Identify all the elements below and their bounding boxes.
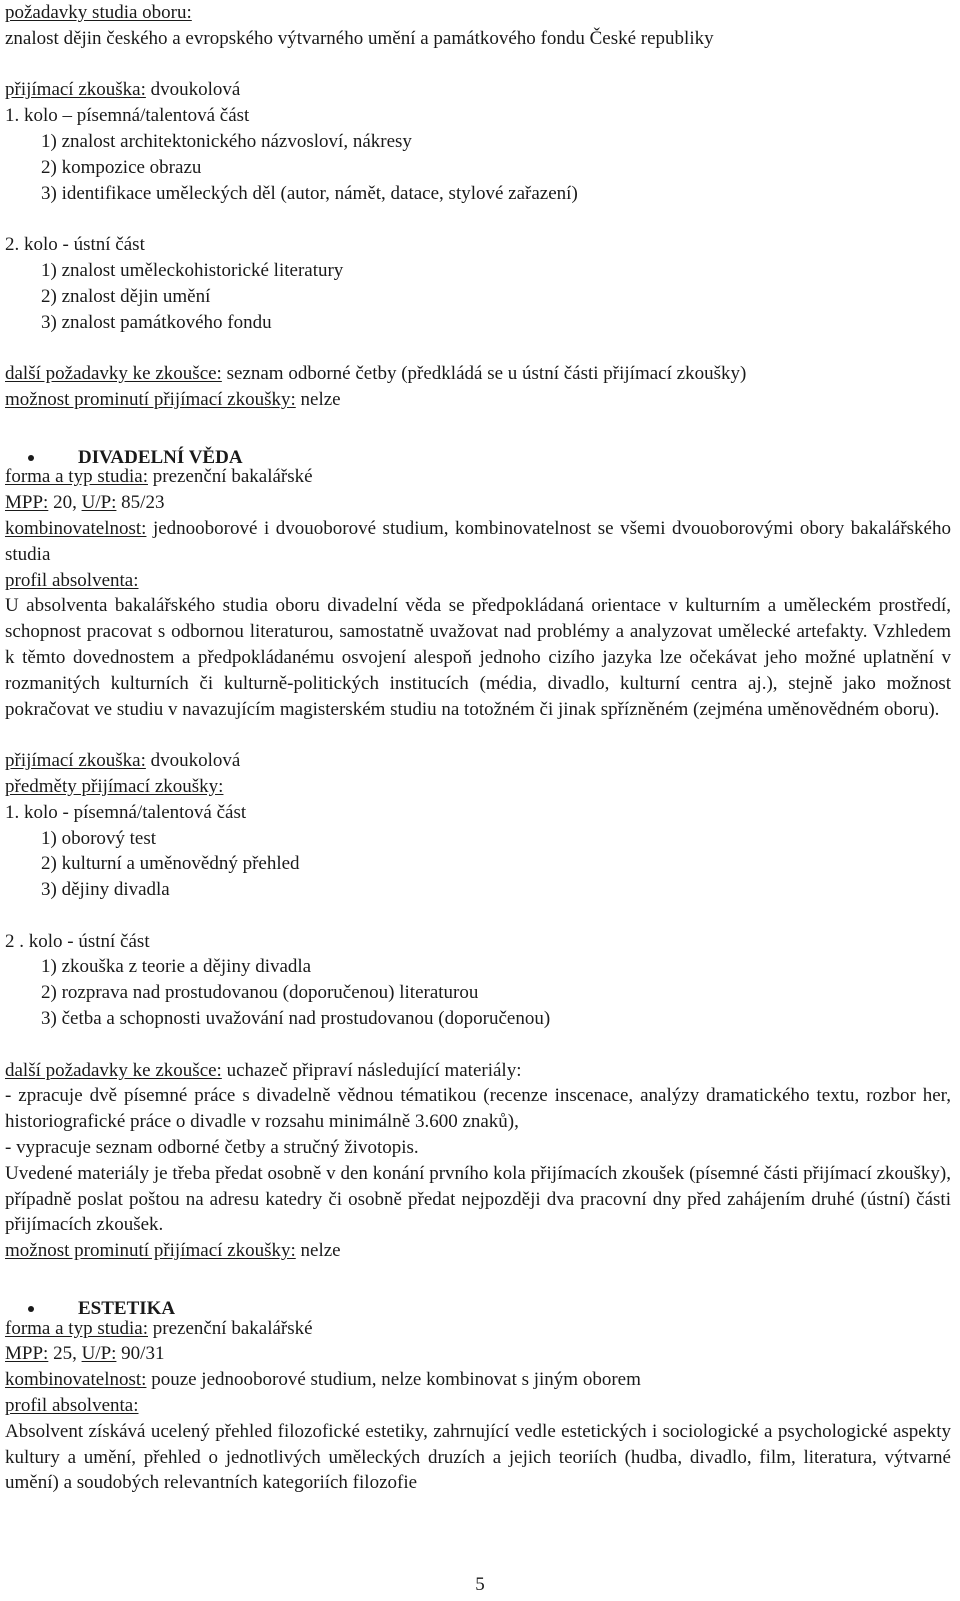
further-requirements-label: další požadavky ke zkoušce:	[5, 1059, 222, 1081]
exam-line	[5, 748, 951, 774]
further-requirements-text-3: Uvedené materiály je třeba předat osobně v den konání prvního kola přijímacích zkoušek (písemné části přijímací zkoušky), případně poslat poštou na adresu katedry či osobně předat nejpozději dva pracovní dny před zahájením druhé (ústní) části přijímacích zkoušek.	[5, 1162, 951, 1236]
study-form-label: forma a typ studia:	[5, 1317, 148, 1339]
bullet-icon	[28, 1306, 34, 1312]
waiver-line	[5, 1238, 951, 1264]
mpp-value: 20,	[48, 492, 82, 514]
round1-item: 1) znalost architektonického názvosloví, nákresy	[41, 130, 412, 152]
combinability-label: kombinovatelnost:	[5, 517, 147, 539]
profile-label: profil absolventa:	[5, 1395, 139, 1417]
requirements-label: požadavky studia oboru:	[5, 2, 192, 23]
profile-text: U absolventa bakalářského studia oboru divadelní věda se předpokládaná orientace v kulturním a uměleckém prostředí, schopnost pracovat s odbornou literaturou, samostatně uvažovat nad problémy a analyzovat umělecké artefakty. Vzhledem k těmto dovednostem a předpokládanému osvojení alespoň jednoho cizího jazyka lze očekávat jeho možné uplatnění v rozmanitých kulturních či kulturně-politických institucích (média, divadlo, kulturní centra aj.), stejně jako možnost pokračovat ve studiu v navazujícím magisterském studiu na totožném či jinak spřízněném (zejména uměnovědném oboru).	[5, 595, 951, 720]
combinability-value: jednooborové i dvouoborové studium, kombinovatelnost se všemi dvouoborovými obory bakalářského studia	[5, 517, 951, 565]
section-heading-estetika	[5, 1296, 951, 1322]
study-form-value: prezenční bakalářské	[148, 1317, 313, 1339]
round2-item: 3) znalost památkového fondu	[41, 311, 272, 333]
further-requirements-label: další požadavky ke zkoušce:	[5, 363, 222, 385]
round2-item: 2) znalost dějin umění	[41, 285, 211, 307]
requirements-text: znalost dějin českého a evropského výtvarného umění a památkového fondu České republiky	[5, 27, 714, 49]
subjects-label: předměty přijímací zkoušky:	[5, 775, 224, 797]
profile-line	[5, 568, 951, 594]
combinability-paragraph	[5, 516, 951, 568]
round2-item: 1) zkouška z teorie a dějiny divadla	[41, 956, 312, 978]
subjects-line	[5, 774, 951, 800]
section-title: DIVADELNÍ VĚDA	[78, 446, 243, 468]
profile-text: Absolvent získává ucelený přehled filozofické estetiky, zahrnující vedle estetických i sociologické a psychologické aspekty kultury a umění, přehled o jednotlivých uměleckých druzích a jejich teoriích (hudba, divadlo, film, literatura, výtvarné umění) a soudobých relevantních kategoriích filozofie	[5, 1420, 951, 1494]
combinability-value: pouze jednooborové studium, nelze kombinovat s jiným oborem	[146, 1369, 641, 1391]
section-heading-divadelni-veda	[5, 445, 951, 471]
further-requirements-line	[5, 361, 951, 387]
waiver-value: nelze	[295, 1240, 341, 1262]
mpp-line	[5, 1341, 951, 1367]
page-number: 5	[475, 1574, 485, 1595]
exam-label: přijímací zkouška:	[5, 79, 146, 101]
waiver-value: nelze	[295, 388, 341, 410]
exam-value: dvoukolová	[145, 750, 241, 772]
mpp-line	[5, 490, 951, 516]
round1-heading: 1. kolo - písemná/talentová část	[5, 801, 247, 823]
round1-item: 1) oborový test	[41, 827, 157, 849]
round2-heading: 2 . kolo - ústní část	[5, 930, 150, 952]
round2-item: 1) znalost uměleckohistorické literatury	[41, 259, 344, 281]
profile-line	[5, 1393, 951, 1419]
document-page	[5, 0, 951, 1496]
round1-heading: 1. kolo – písemná/talentová část	[5, 105, 250, 127]
further-requirements-text-2: - vypracuje seznam odborné četby a stručný životopis.	[5, 1137, 419, 1159]
up-label: U/P:	[81, 492, 117, 514]
round2-item: 3) četba a schopnosti uvažování nad prostudovanou (doporučenou)	[41, 1008, 551, 1030]
up-value: 85/23	[116, 492, 165, 514]
requirements-line	[5, 0, 951, 26]
exam-label: přijímací zkouška:	[5, 750, 146, 772]
combinability-label: kombinovatelnost:	[5, 1369, 147, 1391]
round1-item: 2) kompozice obrazu	[41, 156, 202, 178]
round1-item: 2) kulturní a uměnovědný přehled	[41, 853, 300, 875]
round1-item: 3) identifikace uměleckých děl (autor, námět, datace, stylové zařazení)	[41, 182, 578, 204]
waiver-line	[5, 387, 951, 413]
profile-label: profil absolventa:	[5, 569, 139, 591]
waiver-label: možnost prominutí přijímací zkoušky:	[5, 388, 296, 410]
study-form-label: forma a typ studia:	[5, 466, 148, 488]
up-label: U/P:	[81, 1343, 117, 1365]
round1-item: 3) dějiny divadla	[41, 879, 170, 901]
waiver-label: možnost prominutí přijímací zkoušky:	[5, 1240, 296, 1262]
up-value: 90/31	[116, 1343, 165, 1365]
section-title: ESTETIKA	[78, 1297, 176, 1319]
bullet-icon	[28, 455, 34, 461]
round2-item: 2) rozprava nad prostudovanou (doporučenou) literaturou	[41, 982, 479, 1004]
further-requirements-value: seznam odborné četby (předkládá se u ústní části přijímací zkoušky)	[221, 363, 747, 385]
exam-line	[5, 77, 951, 103]
mpp-label: MPP:	[5, 492, 49, 514]
study-form-value: prezenční bakalářské	[148, 466, 313, 488]
further-requirements-value: uchazeč připraví následující materiály:	[221, 1059, 522, 1081]
mpp-value: 25,	[48, 1343, 82, 1365]
further-requirements-line	[5, 1058, 951, 1084]
combinability-line	[5, 1367, 951, 1393]
exam-value: dvoukolová	[145, 79, 241, 101]
round2-heading: 2. kolo - ústní část	[5, 234, 145, 256]
mpp-label: MPP:	[5, 1343, 49, 1365]
further-requirements-text-1: - zpracuje dvě písemné práce s divadelně vědnou tématikou (recenze inscenace, analýzy dramatického textu, rozbor her, historiografické práce o divadle v rozsahu minimálně 3.600 znaků),	[5, 1085, 951, 1133]
